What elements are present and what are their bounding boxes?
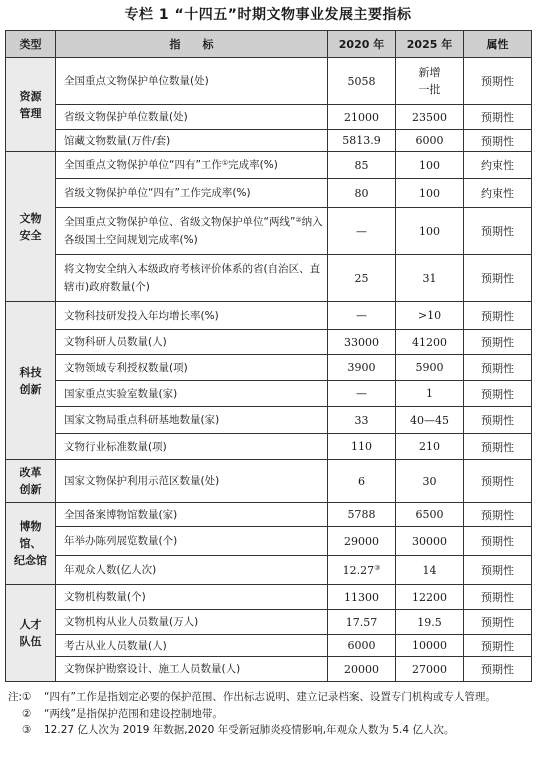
type-text: 人才 队伍 [19, 618, 42, 648]
table-row [6, 407, 532, 434]
indicator-name-tail: 完成率(%) [228, 159, 278, 171]
value-2025: 31 [422, 271, 437, 285]
header-type: 类型 [6, 31, 56, 58]
attribute-value: 预期性 [481, 134, 514, 148]
value-2025-cell [396, 152, 464, 179]
indicator-cell [56, 355, 328, 381]
attribute-cell [464, 355, 532, 381]
value-2020-cell [328, 434, 396, 460]
value-2020-cell [328, 585, 396, 610]
attribute-value: 预期性 [481, 639, 514, 653]
note-1 [8, 689, 530, 706]
attribute-cell [464, 657, 532, 682]
attribute-value: 预期性 [481, 475, 514, 488]
indicator-name: 文物保护勘察设计、施工人员数量(人) [64, 663, 241, 675]
value-2025: 40—45 [410, 413, 449, 427]
value-2020: — [356, 309, 367, 322]
footnote-mark: ① [221, 159, 229, 167]
attribute-cell [464, 610, 532, 635]
value-2020: 85 [354, 158, 369, 172]
indicator-name: 全国备案博物馆数量(家) [64, 508, 178, 521]
attribute-value: 预期性 [481, 508, 514, 522]
value-2020: 5788 [347, 508, 376, 521]
indicator-name: 将文物安全纳入本级政府考核评价体系的省(自治区、直辖市)政府数量(个) [64, 263, 321, 293]
table-body [6, 58, 532, 682]
attribute-cell [464, 330, 532, 355]
attribute-cell [464, 58, 532, 105]
value-2025-cell [396, 208, 464, 255]
indicator-name: 考古从业人员数量(人) [64, 639, 167, 652]
value-2020-cell [328, 302, 396, 330]
value-2025: 23500 [412, 110, 447, 124]
indicator-table [5, 30, 532, 682]
value-2025: 27000 [412, 662, 447, 676]
attribute-value: 预期性 [481, 361, 514, 375]
table-row [6, 179, 532, 208]
attribute-value: 预期性 [481, 272, 514, 285]
row-type-label [6, 58, 56, 152]
header-2020: 2020 年 [328, 31, 396, 58]
value-2025-cell [396, 105, 464, 130]
attribute-cell [464, 407, 532, 434]
indicator-name: 全国重点文物保护单位、省级文物保护单位“两线” [64, 216, 296, 228]
indicator-name: 文物科研人员数量(人) [64, 336, 167, 348]
value-2020-cell [328, 635, 396, 657]
table-header-row [6, 31, 532, 58]
value-2025-cell [396, 130, 464, 152]
attribute-cell [464, 302, 532, 330]
note-3 [8, 722, 530, 739]
attribute-value: 约束性 [481, 159, 514, 172]
value-2025: 新增 一批 [418, 66, 441, 96]
indicator-cell [56, 208, 328, 255]
value-2020-cell [328, 460, 396, 503]
note-2 [8, 706, 530, 723]
table-row [6, 585, 532, 610]
table-row [6, 635, 532, 657]
value-2025: 6500 [415, 508, 444, 521]
attribute-cell [464, 503, 532, 527]
attribute-value: 预期性 [481, 225, 514, 238]
value-2020: 21000 [344, 110, 379, 124]
indicator-cell [56, 105, 328, 130]
value-2025-cell [396, 255, 464, 302]
value-2020-cell [328, 105, 396, 130]
row-type-label [6, 460, 56, 503]
value-2020: 11300 [344, 590, 379, 604]
value-2020: 33 [354, 413, 369, 427]
value-2025: >10 [417, 309, 442, 322]
value-2025-cell [396, 434, 464, 460]
attribute-cell [464, 130, 532, 152]
value-2020-cell [328, 610, 396, 635]
indicator-cell [56, 635, 328, 657]
table-row [6, 208, 532, 255]
value-2020-cell [328, 381, 396, 407]
value-2020-cell [328, 407, 396, 434]
indicator-cell [56, 585, 328, 610]
indicator-name: 文物领域专利授权数量(项) [64, 361, 188, 374]
notes [8, 689, 530, 739]
value-2020: 29000 [344, 534, 379, 548]
indicator-cell [56, 130, 328, 152]
attribute-cell [464, 105, 532, 130]
value-2020: — [356, 387, 367, 400]
notes-lead: 注: [8, 691, 23, 703]
attribute-value: 预期性 [481, 440, 514, 454]
indicator-cell [56, 407, 328, 434]
value-2025: 41200 [412, 335, 447, 349]
value-2020-cell [328, 58, 396, 105]
header-attribute: 属性 [464, 31, 532, 58]
note-2-text: “两线”是指保护范围和建设控制地带。 [44, 707, 223, 720]
attribute-value: 预期性 [481, 387, 514, 401]
indicator-name: 全国重点文物保护单位数量(处) [64, 75, 209, 87]
value-2025: 12200 [412, 590, 447, 604]
header-2025: 2025 年 [396, 31, 464, 58]
indicator-cell [56, 434, 328, 460]
indicator-cell [56, 152, 328, 179]
value-2025: 5900 [415, 361, 444, 374]
indicator-name: 文物机构数量(个) [64, 591, 146, 603]
attribute-cell [464, 434, 532, 460]
indicator-name: 文物科技研发投入年均增长率(%) [64, 309, 219, 322]
attribute-value: 预期性 [481, 616, 514, 629]
row-type-label [6, 152, 56, 302]
table-row [6, 355, 532, 381]
attribute-cell [464, 585, 532, 610]
table-row [6, 105, 532, 130]
indicator-cell [56, 610, 328, 635]
value-2025-cell [396, 330, 464, 355]
indicator-cell [56, 255, 328, 302]
value-2025: 19.5 [417, 615, 442, 629]
note-3-text: 12.27 亿人次为 2019 年数据,2020 年受新冠肺炎疫情影响,年观众人数为 5.4 亿人次。 [44, 724, 455, 736]
value-2025: 100 [419, 224, 440, 238]
indicator-cell [56, 527, 328, 556]
value-2020: — [356, 224, 367, 238]
value-2020-cell [328, 503, 396, 527]
table-row [6, 330, 532, 355]
indicator-cell [56, 556, 328, 585]
value-2025-cell [396, 460, 464, 503]
table-row [6, 130, 532, 152]
table-row [6, 460, 532, 503]
value-2025-cell [396, 610, 464, 635]
value-2025-cell [396, 556, 464, 585]
value-2020: 3900 [347, 361, 376, 374]
indicator-name: 国家文物局重点科研基地数量(家) [64, 414, 220, 426]
footnote-mark: ② [295, 216, 302, 224]
value-2020-cell [328, 556, 396, 585]
value-2025: 100 [419, 158, 440, 172]
table-row [6, 556, 532, 585]
value-2025: 100 [419, 186, 440, 200]
value-2025-cell [396, 302, 464, 330]
attribute-value: 预期性 [481, 75, 514, 88]
value-2025-cell [396, 657, 464, 682]
row-type-label [6, 503, 56, 585]
table-row [6, 610, 532, 635]
value-2020: 20000 [344, 662, 379, 676]
value-2020: 17.57 [345, 615, 378, 629]
attribute-cell [464, 635, 532, 657]
value-2025-cell [396, 527, 464, 556]
indicator-cell [56, 302, 328, 330]
value-2025: 30000 [412, 534, 447, 548]
page-title: 专栏 1 “十四五”时期文物事业发展主要指标 [124, 7, 412, 23]
value-2025: 6000 [415, 134, 444, 147]
value-2020-cell [328, 179, 396, 208]
attribute-cell [464, 255, 532, 302]
header-indicator: 指 标 [56, 31, 328, 58]
note-1-text: “四有”工作是指划定必要的保护范围、作出标志说明、建立记录档案、设置专门机构或专人管理。 [44, 691, 496, 703]
table-row [6, 58, 532, 105]
table-row [6, 152, 532, 179]
type-text: 博物馆、 纪念馆 [14, 520, 47, 567]
value-2025: 210 [419, 440, 440, 453]
value-2025: 30 [422, 474, 437, 488]
value-2020: 80 [354, 186, 369, 200]
indicator-name: 国家文物保护利用示范区数量(处) [64, 475, 220, 487]
note-1-mark: ① [22, 691, 32, 703]
indicator-name: 年举办陈列展览数量(个) [64, 535, 178, 547]
value-2020-cell [328, 152, 396, 179]
value-2020: 5813.9 [342, 134, 381, 147]
value-2025-cell [396, 381, 464, 407]
attribute-value: 预期性 [481, 663, 514, 676]
table-row [6, 503, 532, 527]
value-2025-cell [396, 58, 464, 105]
attribute-cell [464, 460, 532, 503]
value-2025-cell [396, 355, 464, 381]
attribute-value: 预期性 [481, 414, 514, 427]
value-2020-cell [328, 657, 396, 682]
indicator-name: 省级文物保护单位“四有”工作完成率(%) [64, 187, 251, 199]
attribute-value: 预期性 [481, 336, 514, 349]
value-2025-cell [396, 179, 464, 208]
value-2020-cell [328, 330, 396, 355]
indicator-cell [56, 657, 328, 682]
indicator-name-tail: 纳入各级国土空间规划完成率(%) [64, 216, 323, 246]
value-2020: 110 [351, 440, 372, 453]
indicator-name: 全国重点文物保护单位“四有”工作 [64, 159, 222, 171]
value-2020-cell [328, 208, 396, 255]
indicator-cell [56, 179, 328, 208]
attribute-cell [464, 527, 532, 556]
attribute-value: 预期性 [481, 564, 514, 577]
attribute-value: 预期性 [481, 535, 514, 548]
value-2020-cell [328, 527, 396, 556]
note-2-mark: ② [22, 707, 32, 720]
value-2025-cell [396, 635, 464, 657]
indicator-cell [56, 503, 328, 527]
table-row [6, 434, 532, 460]
attribute-value: 约束性 [481, 187, 514, 200]
value-2025: 1 [426, 387, 433, 400]
indicator-cell [56, 460, 328, 503]
value-2020: 6000 [347, 639, 376, 652]
value-2025: 14 [422, 563, 437, 577]
attribute-cell [464, 152, 532, 179]
attribute-value: 预期性 [481, 111, 514, 124]
value-2020: 12.27 [342, 563, 375, 577]
table-row [6, 657, 532, 682]
table-row [6, 255, 532, 302]
indicator-cell [56, 330, 328, 355]
indicator-name: 文物机构从业人员数量(万人) [64, 616, 199, 628]
table-row [6, 527, 532, 556]
value-2020: 25 [354, 271, 369, 285]
table-row [6, 381, 532, 407]
value-2020: 33000 [344, 335, 379, 349]
value-2025-cell [396, 407, 464, 434]
type-text: 资源 管理 [19, 89, 42, 120]
note-3-mark: ③ [22, 724, 32, 736]
attribute-cell [464, 381, 532, 407]
row-type-label [6, 585, 56, 682]
table-row [6, 302, 532, 330]
indicator-name: 国家重点实验室数量(家) [64, 387, 178, 400]
value-2020: 6 [358, 474, 365, 488]
attribute-value: 预期性 [481, 309, 514, 323]
type-text: 文物 安全 [19, 211, 42, 242]
indicator-cell [56, 58, 328, 105]
type-text: 科技 创新 [19, 365, 42, 396]
footnote-mark: ③ [374, 563, 381, 572]
indicator-name: 馆藏文物数量(万件/套) [64, 134, 171, 147]
attribute-value: 预期性 [481, 591, 514, 604]
value-2025: 10000 [412, 639, 447, 652]
value-2025-cell [396, 503, 464, 527]
indicator-name: 年观众人数(亿人次) [64, 564, 157, 576]
value-2025-cell [396, 585, 464, 610]
type-text: 改革 创新 [19, 466, 42, 496]
indicator-cell [56, 381, 328, 407]
value-2020: 5058 [347, 74, 376, 88]
value-2020-cell [328, 255, 396, 302]
value-2020-cell [328, 130, 396, 152]
indicator-name: 文物行业标准数量(项) [64, 440, 167, 453]
row-type-label [6, 302, 56, 460]
attribute-cell [464, 556, 532, 585]
indicator-name: 省级文物保护单位数量(处) [64, 111, 188, 123]
attribute-cell [464, 179, 532, 208]
attribute-cell [464, 208, 532, 255]
value-2020-cell [328, 355, 396, 381]
